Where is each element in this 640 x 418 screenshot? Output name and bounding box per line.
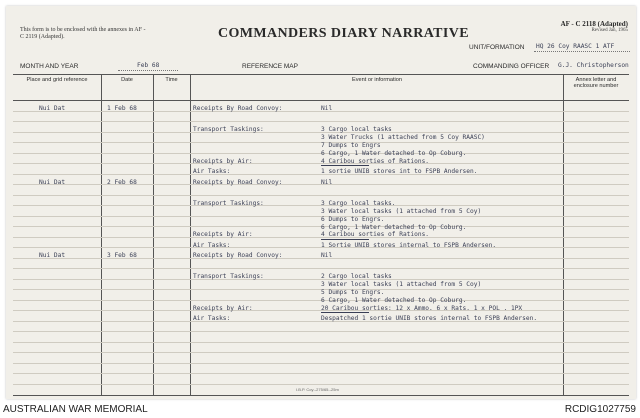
footer-institution: AUSTRALIAN WAR MEMORIAL <box>3 404 148 415</box>
entry-detail: 6 Cargo, 1 Water detached to Op Coburg. <box>321 297 467 304</box>
ruled-line <box>13 373 629 374</box>
entry-category: Transport Taskings: <box>193 126 264 133</box>
entry-detail: 4 Caribou sorties of Rations. <box>321 231 430 238</box>
entry-detail: 5 Dumps to Engrs. <box>321 289 385 296</box>
ruled-line <box>13 352 629 353</box>
enclosure-note: This form is to be enclosed with the annexes in AF - C 2119 (Adapted). <box>20 27 146 40</box>
ruled-line <box>13 268 629 269</box>
entry-category: Air Tasks: <box>193 241 231 249</box>
entry-detail: 6 Cargo, 1 Water detached to Op Coburg. <box>321 223 467 231</box>
header-separator <box>13 100 629 101</box>
entry-detail: 4 Caribou sorties of Rations. <box>321 157 430 165</box>
column-divider <box>101 75 102 395</box>
entry-detail: 3 Water local tasks (1 attached from 5 Coy) <box>321 207 482 215</box>
month-year-line <box>118 70 178 71</box>
column-divider <box>190 75 191 395</box>
entry-detail: 3 Cargo local tasks. <box>321 199 396 207</box>
column-divider <box>563 75 564 395</box>
entry-detail: Nil <box>321 105 333 112</box>
entry-detail: Nil <box>321 178 333 186</box>
unit-formation-label: UNIT/FORMATION <box>469 44 525 51</box>
annex-column-header: Annex letter and enclosure number <box>573 77 619 89</box>
entry-category: Receipts by Air: <box>193 157 253 165</box>
entry-detail: 6 Cargo, 1 Water detached to Op Coburg. <box>321 150 467 157</box>
entry-date: 3 Feb 68 <box>107 252 137 259</box>
entry-category: Receipts by Road Convoy: <box>193 252 283 259</box>
diary-table <box>13 74 629 396</box>
form-number: AF - C 2118 (Adapted) <box>560 20 628 28</box>
commanding-officer-label: COMMANDING OFFICER <box>473 63 550 70</box>
printer-imprint: I.B.P. Coy--275/65--25m <box>296 387 339 392</box>
entry-detail: 6 Dumps to Engrs. <box>321 215 385 223</box>
entry-category: Air Tasks: <box>193 315 231 322</box>
unit-formation-line <box>534 51 630 52</box>
entry-detail: 7 Dumps to Engrs <box>321 142 381 149</box>
time-column-header: Time <box>165 77 178 83</box>
ruled-line <box>13 342 629 343</box>
entry-detail: 3 Water Trucks (1 attached from 5 Coy RAASC) <box>321 134 485 141</box>
entry-category: Air Tasks: <box>193 168 231 175</box>
entry-place: Nui Dat <box>39 105 66 112</box>
ruled-line <box>13 363 629 364</box>
entry-category: Transport Taskings: <box>193 273 264 280</box>
ruled-line <box>13 384 629 385</box>
entry-detail: Despatched 1 sortie UNIB stores internal to FSPB Andersen. <box>321 315 538 322</box>
ruled-line <box>13 331 629 332</box>
ruled-line <box>13 195 629 196</box>
month-year-value: Feb 68 <box>137 62 160 69</box>
entry-date: 2 Feb 68 <box>107 178 137 186</box>
column-divider <box>153 75 154 395</box>
place-column-header: Place and grid reference <box>26 77 88 83</box>
date-column-header: Date <box>121 77 133 83</box>
event-column-header: Event or information <box>351 77 403 83</box>
revision-date: Revised Jan, 1965 <box>591 28 628 33</box>
commanding-officer-value: G.J. Christopherson <box>558 62 629 69</box>
entry-date: 1 Feb 68 <box>107 105 137 112</box>
section-underline <box>321 165 369 166</box>
entry-detail: 2 Cargo local tasks <box>321 273 392 280</box>
month-year-label: MONTH AND YEAR <box>20 63 79 70</box>
entry-place: Nui Dat <box>39 252 66 259</box>
entry-category: Transport Taskings: <box>193 199 264 207</box>
reference-map-label: REFERENCE MAP <box>242 63 298 70</box>
unit-formation-value: HQ 26 Coy RAASC 1 ATF <box>536 43 615 50</box>
entry-detail: 3 Water local tasks (1 attached from 5 Coy) <box>321 281 482 288</box>
entry-detail: Nil <box>321 252 333 259</box>
form-title: COMMANDERS DIARY NARRATIVE <box>218 26 470 41</box>
entry-detail: 3 Cargo local tasks <box>321 126 392 133</box>
diary-form-sheet <box>6 6 636 399</box>
ruled-line <box>13 121 629 122</box>
entry-category: Receipts by Air: <box>193 304 253 312</box>
entry-detail: 1 sortie UNIB stores int to FSPB Andersen. <box>321 168 478 175</box>
entry-category: Receipts By Road Convoy: <box>193 105 283 112</box>
meta-row <box>20 62 634 72</box>
section-underline <box>321 239 369 240</box>
entry-place: Nui Dat <box>39 178 66 186</box>
section-underline <box>321 312 369 313</box>
entry-detail: 1 Sortie UNIB stores internal to FSPB Andersen. <box>321 241 497 249</box>
entry-detail: 20 Caribou sorties: 12 x Ammo. 6 x Rats. 1 x POL . 1PX <box>321 304 523 312</box>
entry-category: Receipts by Air: <box>193 231 253 238</box>
entry-category: Receipts by Road Convoy: <box>193 178 283 186</box>
footer-catalogue-id: RCDIG1027759 <box>564 404 636 415</box>
